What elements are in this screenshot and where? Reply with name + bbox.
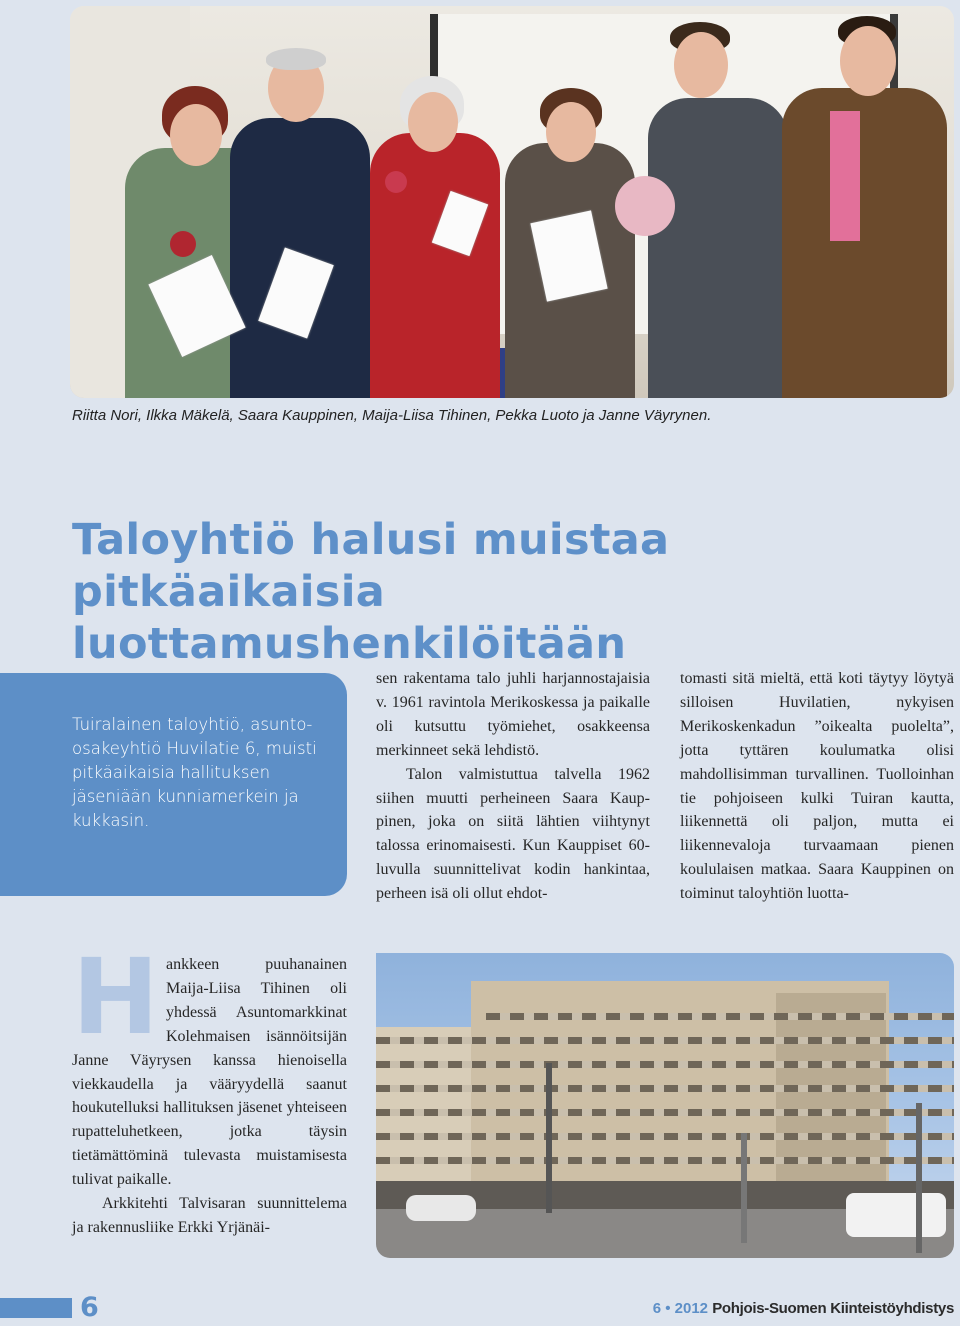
body-paragraph: sen rakentama talo juhli harjannostajaisia v. 1961 ravintola Merikoskessa ja paikalle oli kutsuttu työmiehet, osakkeensa merkinneet sekä lehdistö. — [376, 670, 650, 759]
building-photo — [376, 953, 954, 1258]
drop-cap: H — [72, 936, 160, 1058]
body-paragraph: Talon valmistuttua talvella 1962 siihen muutti perheineen Saara Kauppinen, joka on siitä lähtien viihtynyt talossa erinomaisesti. Kun Kauppiset 60-luvulla suunnittelivat kodin hankintaa, perheen isä oli ollut ehdot- — [376, 765, 650, 903]
footer-publication — [653, 1300, 954, 1317]
footer-bar — [0, 1298, 72, 1318]
photo-caption: Riitta Nori, Ilkka Mäkelä, Saara Kauppinen, Maija-Liisa Tihinen, Pekka Luoto ja Janne Väyrynen. — [72, 407, 712, 424]
headline-line-2: pitkäaikaisia luottamushenkilöitään — [72, 567, 627, 669]
issue-number: 6 • 2012 — [652, 1300, 709, 1317]
body-paragraph: Arkkitehti Talvisaran suunnittelema ja rakennusliike Erkki Yrjänäi- — [72, 1195, 347, 1236]
body-column-1 — [72, 936, 347, 1240]
page-number: 6 — [80, 1292, 99, 1323]
lead-text: Tuiralainen taloyhtiö, asuntoosakeyhtiö Huvilatie 6, muisti pitkäaikaisia hallituksen jäseniään kunniamerkein ja kukkasin. — [72, 715, 317, 830]
body-paragraph: ankkeen puuhanainen Maija-Liisa Tihinen oli yhdessä Asuntomarkkinat Kolehmaisen isännöitsijän Janne Väyrysen kanssa hienoisella viekkaudella ja vääryydellä saanut houkutelluksi hallituksen jäsenet yhteiseen rupatteluhetkeen, jotka täysin tietämättöminä tulevasta muistamisesta tulivat paikalle. — [72, 956, 347, 1189]
publication-name: Pohjois-Suomen Kiinteistöyhdistys — [712, 1300, 954, 1317]
group-photo — [70, 6, 954, 398]
article-headline — [72, 514, 952, 670]
lead-box — [0, 673, 347, 896]
body-column-2 — [376, 667, 650, 906]
body-paragraph: tomasti sitä mieltä, että koti täytyy löytyä silloisen Huvilatien, nykyisen Merikoskenkadun ”oikealta puolelta”, jotta tyttären koulumatka olisi mahdollisimman turvallinen. Tuolloinhan tie pohjoiseen kulki Tuiran kautta, liikennettä oli paljon, mutta ei liikennevaloja turvaamaan pienen koululaisen matkaa. Saara Kauppinen on toiminut taloyhtiön luotta- — [680, 670, 954, 903]
body-column-3 — [680, 667, 954, 906]
headline-line-1: Taloyhtiö halusi muistaa — [72, 515, 670, 565]
